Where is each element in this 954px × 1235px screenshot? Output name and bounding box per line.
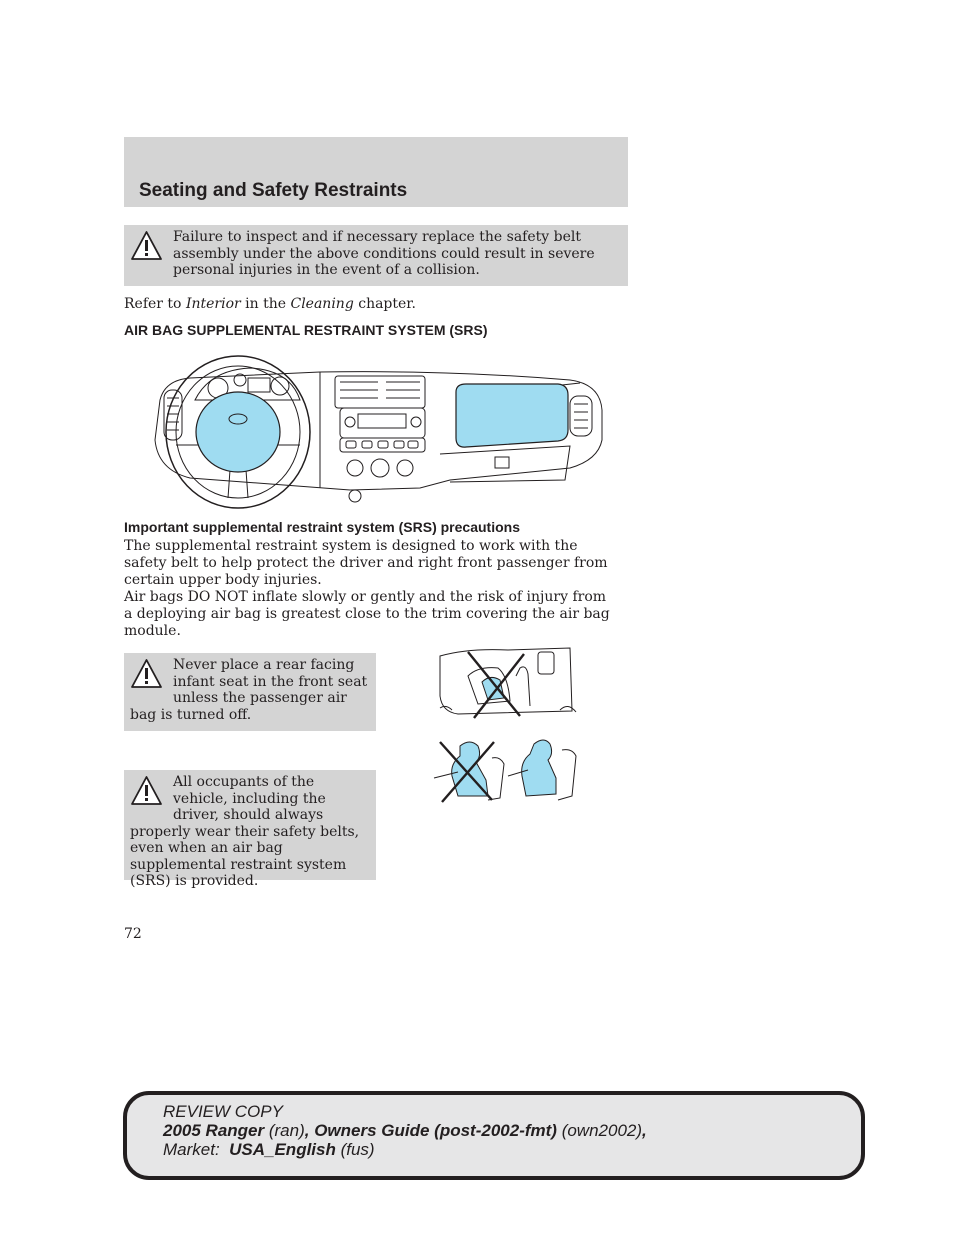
warning-text: All occupants of the vehicle, including the driver, should always properly wear their safety belts, even when an air bag supplemental restraint system (SRS) is provided. — [130, 774, 360, 889]
footer-line-1: REVIEW COPY — [163, 1102, 283, 1121]
warning-text: Failure to inspect and if necessary replace the safety belt assembly under the above conditions could result in severe personal injuries in the event of a collision. — [173, 229, 595, 278]
warning-box-belt-inspection — [124, 225, 628, 286]
review-copy-footer — [123, 1091, 865, 1180]
driver-airbag-module — [196, 392, 280, 472]
warning-triangle-icon — [130, 657, 163, 691]
dashboard-airbag-illustration — [150, 350, 605, 512]
precautions-paragraph-1: The supplemental restraint system is designed to work with the safety belt to help protect the driver and right front passenger from certain upper body injuries. — [124, 538, 608, 588]
cleaning-ref: Cleaning — [290, 296, 354, 312]
footer-model-code: (ran) — [264, 1121, 305, 1140]
footer-market: USA_English — [229, 1140, 336, 1159]
rear-facing-infant-seat-illustration — [438, 646, 580, 728]
footer-sep-1: , — [304, 1121, 315, 1140]
footer-market-code: (fus) — [335, 1140, 375, 1159]
refer-middle: in the — [240, 296, 291, 312]
page-number: 72 — [124, 926, 142, 942]
footer-sep-2: , — [642, 1121, 647, 1140]
section-title: Seating and Safety Restraints — [139, 180, 408, 201]
footer-guide-code: (own2002) — [556, 1121, 643, 1140]
warning-box-rear-facing-seat — [124, 653, 376, 731]
refer-prefix: Refer to — [124, 296, 186, 312]
warning-text: Never place a rear facing infant seat in the front seat unless the passenger air bag is turned off. — [130, 657, 368, 723]
passenger-airbag-module — [456, 384, 568, 447]
footer-line-2 — [163, 1121, 647, 1140]
footer-market-label: Market: — [163, 1140, 230, 1159]
precautions-heading: Important supplemental restraint system (SRS) precautions — [124, 519, 520, 535]
warning-triangle-icon — [130, 774, 163, 808]
refer-suffix: chapter. — [353, 296, 416, 312]
footer-model: 2005 Ranger — [163, 1121, 265, 1140]
refer-to-paragraph — [124, 296, 416, 313]
airbag-heading: AIR BAG SUPPLEMENTAL RESTRAINT SYSTEM (SRS) — [124, 322, 488, 338]
footer-text — [163, 1102, 647, 1159]
footer-line-3 — [163, 1140, 647, 1159]
warning-triangle-icon — [130, 229, 163, 263]
warning-box-wear-belts — [124, 770, 376, 889]
section-header — [124, 137, 628, 207]
footer-guide: Owners Guide (post-2002-fmt) — [314, 1121, 557, 1140]
occupant-positions-illustration — [430, 736, 586, 806]
interior-ref: Interior — [185, 296, 241, 312]
precautions-paragraph-2: Air bags DO NOT inflate slowly or gently and the risk of injury from a deploying air bag is greatest close to the trim covering the air bag module. — [124, 589, 610, 639]
